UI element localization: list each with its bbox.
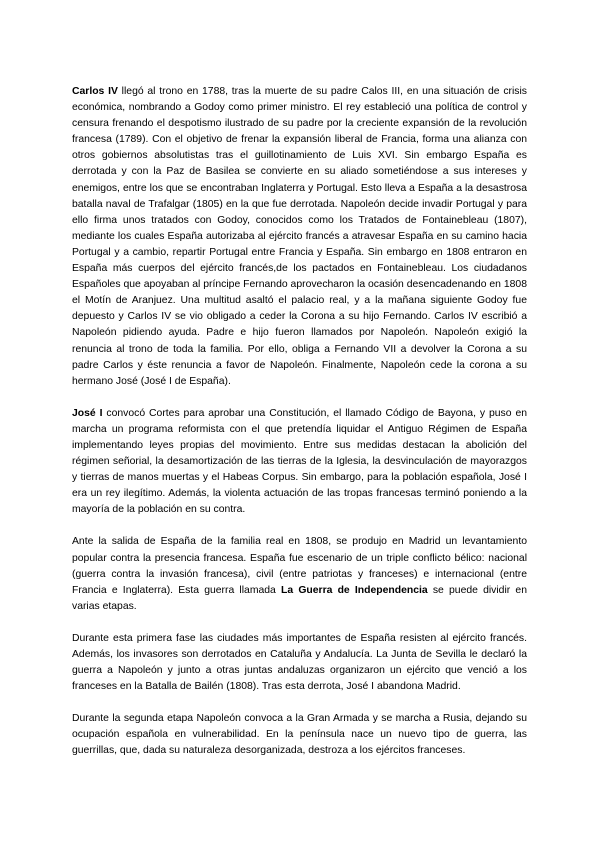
paragraph-carlos-iv [72, 84, 527, 390]
paragraph-text: Durante esta primera fase las ciudades más importantes de España resisten al ejército francés. Además, los invasores son derrotados en Cataluña y Andalucía. La Junta de Sevilla le declaró la guerra a Napoleón y junto a otras juntas andaluzas organizaron un ejército que venció a los franceses en la Batalla de Bailén (1808). Tras esta derrota, José I abandona Madrid. [72, 632, 527, 693]
heading-jose-i: José I [72, 407, 103, 419]
paragraph-primera-fase [72, 631, 527, 695]
document-page [72, 84, 527, 776]
paragraph-text: Ante la salida de España de la familia real en 1808, se produjo en Madrid un levantamiento popular contra la presencia francesa. España fue escenario de un triple conflicto bélico: nacional (guerra contra la invasión francesa), civil (entre patriotas y franceses) e internacional (entre Francia e Inglaterra). Esta guerra llamada [72, 536, 527, 596]
bold-guerra-independencia: La Guerra de Independencia [281, 584, 428, 596]
paragraph-jose-i [72, 406, 527, 519]
paragraph-guerra-independencia [72, 534, 527, 614]
paragraph-text: se puede dividir en varias etapas. [72, 584, 527, 612]
heading-carlos-iv: Carlos IV [72, 86, 118, 97]
paragraph-text: llegó al trono en 1788, tras la muerte de su padre Calos III, en una situación de crisis económica, nombrando a Godoy como primer ministro. El rey estableció una política de control y censura frenando el despotismo ilustrado de su padre por la creciente expansión de la revolución francesa (1789). Con el objetivo de frenar la expansión liberal de Francia, forma una alianza con otros gobiernos absolutistas tras el guillotinamiento de Luis XVI. Sin embargo España es derrotada y con la Paz de Basilea se convierte en su aliado sometiéndose a sus intereses y enemigos, entre los que se encontraban Inglaterra y Portugal. Esto lleva a España a la desastrosa batalla naval de Trafalgar (1805) en la que fue derrotada. Napoleón decide invadir Portugal y para ello firma unos tratados con Godoy, conocidos como los Tratados de Fontainebleau (1807), mediante los cuales España autorizaba al ejército francés a atravesar España en su camino hacia Portugal y a cambio, repartir Portugal entre Francia y España. Sin embargo en 1808 entraron en España más cuerpos del ejército francés,de los pactados en Fontainebleau. Los ciudadanos Españoles que apoyaban al príncipe Fernando aprovecharon la ocasión desencadenando en 1808 el Motín de Aranjuez. Una multitud asaltó el palacio real, y a la mañana siguiente Godoy fue depuesto y Carlos IV se vio obligado a ceder la Corona a su hijo Fernando. Carlos IV escribió a Napoleón pidiendo ayuda. Padre e hijo fueron llamados por Napoleón. Napoleón exigió la renuncia al trono de toda la familia. Por ello, obliga a Fernando VII a devolver la Corona a su padre Carlos y éste renuncia a favor de Napoleón. Finalmente, Napoleón cede la corona a su hermano José (José I de España). [72, 86, 527, 387]
paragraph-text: Durante la segunda etapa Napoleón convoca a la Gran Armada y se marcha a Rusia, dejando su ocupación española en vulnerabilidad. En la península nace un nuevo tipo de guerra, las guerrillas, que, dada su naturaleza desorganizada, destroza a los ejércitos franceses. [72, 713, 527, 757]
paragraph-text: convocó Cortes para aprobar una Constitución, el llamado Código de Bayona, y puso en marcha un programa reformista con el que pretendía liquidar el Antiguo Régimen de España implementando leyes propias del movimiento. Entre sus medidas destacan la abolición del régimen señorial, la desamortización de las tierras de la Iglesia, la desvinculación de mayorazgos y tierras de manos muertas y el Habeas Corpus. Sin embargo, para la población española, José I era un rey ilegítimo. Además, la violenta actuación de las tropas francesas terminó poniendo a la mayoría de la población en su contra. [72, 407, 527, 516]
paragraph-segunda-etapa [72, 711, 527, 759]
